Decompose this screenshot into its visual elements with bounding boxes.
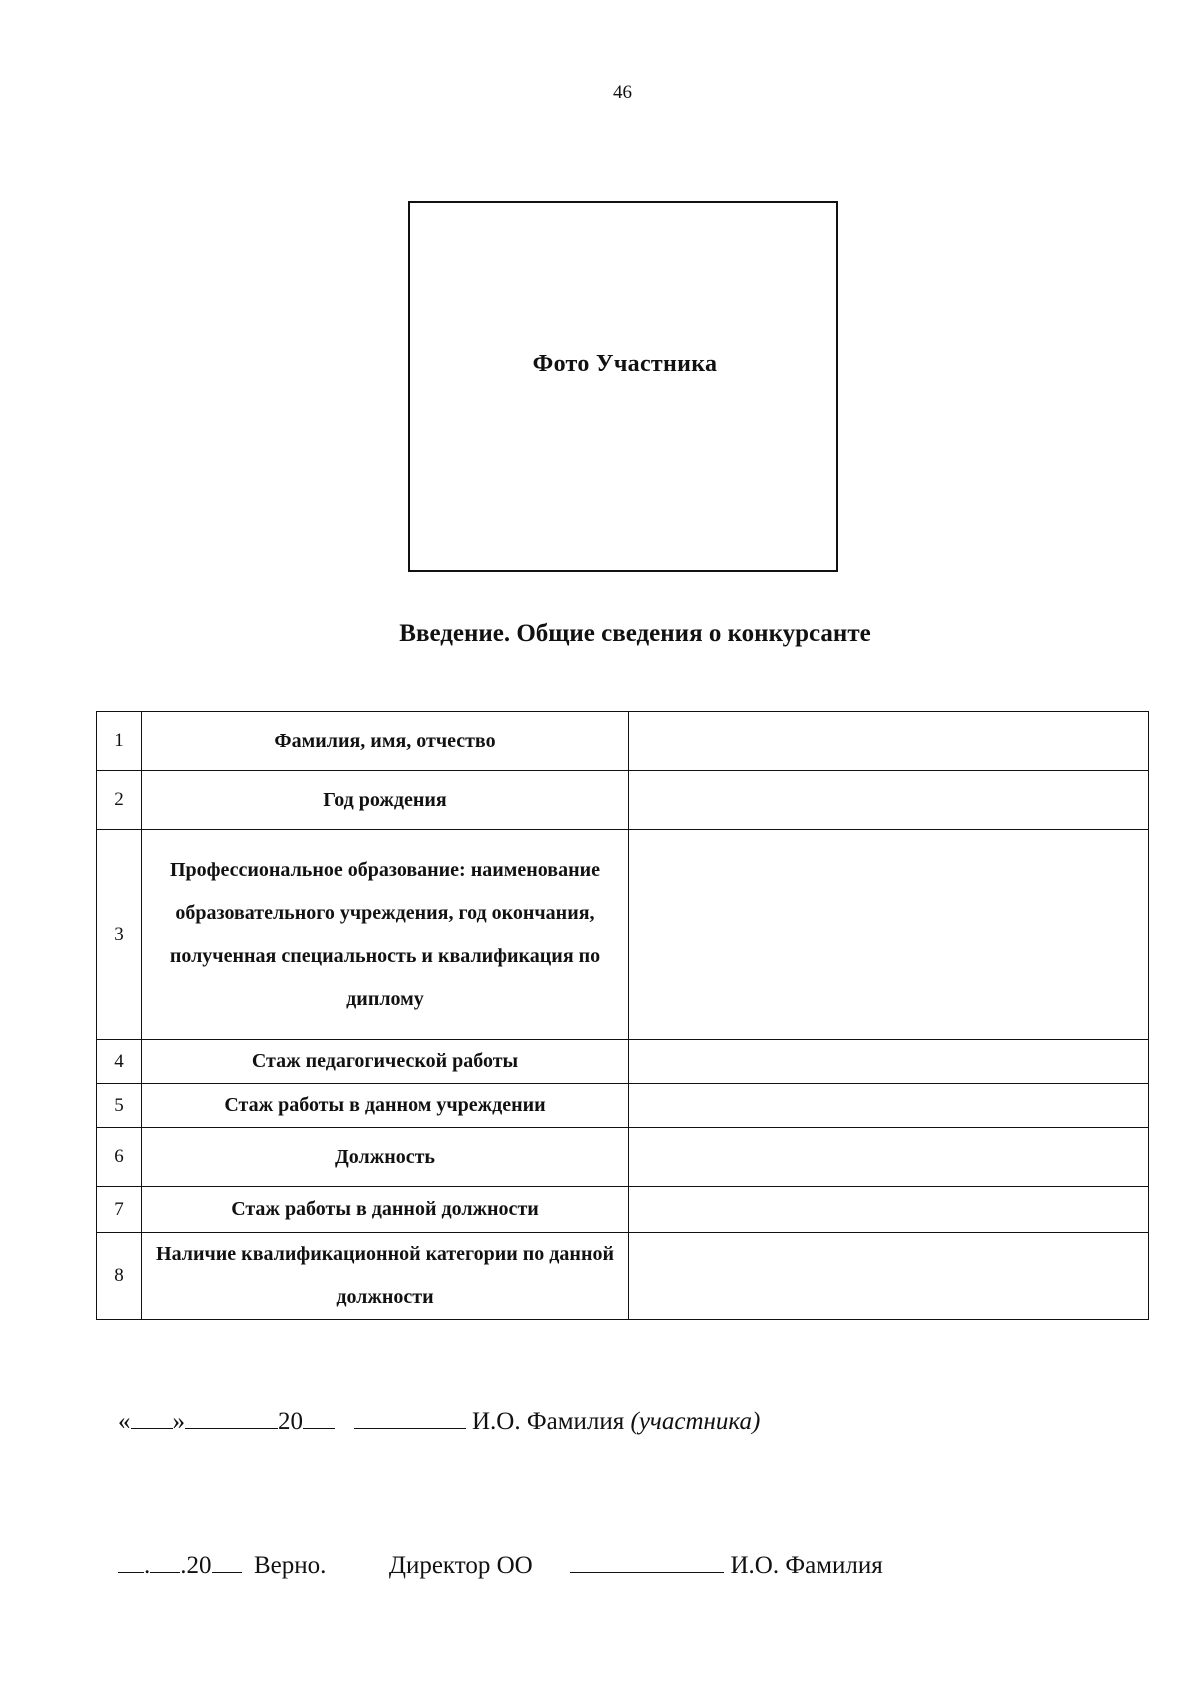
row-number: 7 [97,1187,142,1233]
table-row [97,1187,1149,1233]
table-row [97,830,1149,1040]
row-label: Стаж работы в данной должности [142,1187,629,1233]
year-prefix: .20 [180,1552,212,1579]
year-blank [303,1406,335,1429]
row-label: Год рождения [142,771,629,830]
row-number: 3 [97,830,142,1040]
close-quote: » [172,1408,185,1435]
page-number: 46 [613,82,632,103]
row-value [629,1187,1149,1233]
row-label: Стаж работы в данном учреждении [142,1084,629,1128]
table-row [97,1084,1149,1128]
row-value [629,771,1149,830]
participant-role: (участника) [630,1408,761,1435]
participant-name: И.О. Фамилия [472,1408,625,1435]
row-value [629,830,1149,1040]
director-name: И.О. Фамилия [730,1552,883,1579]
table-row [97,1233,1149,1320]
director-label: Директор ОО [388,1552,533,1579]
photo-placeholder-box [408,201,838,572]
month-blank [185,1406,278,1429]
participant-signature-line [118,1406,760,1436]
row-label: Стаж педагогической работы [142,1040,629,1084]
participant-info-table [96,711,1149,1320]
row-label: Фамилия, имя, отчество [142,712,629,771]
photo-label: Фото Участника [532,351,718,377]
row-value [629,1233,1149,1320]
day-blank [118,1550,144,1573]
row-label: Должность [142,1128,629,1187]
table-row [97,712,1149,771]
row-value [629,712,1149,771]
date-separator: . [144,1552,151,1579]
row-number: 6 [97,1128,142,1187]
day-blank [131,1406,173,1429]
year-blank [212,1550,242,1573]
row-number: 2 [97,771,142,830]
row-value [629,1084,1149,1128]
table-row [97,1128,1149,1187]
open-quote: « [118,1408,131,1435]
row-number: 4 [97,1040,142,1084]
row-number: 8 [97,1233,142,1320]
table-row [97,1040,1149,1084]
section-title: Введение. Общие сведения о конкурсанте [399,620,871,647]
row-number: 1 [97,712,142,771]
director-signature-line [118,1550,883,1580]
month-blank [150,1550,180,1573]
director-signature-blank [570,1550,724,1573]
row-value [629,1128,1149,1187]
row-number: 5 [97,1084,142,1128]
row-value [629,1040,1149,1084]
row-label: Наличие квалификационной категории по данной должности [142,1233,629,1320]
table-row [97,771,1149,830]
verified-label: Верно. [254,1552,327,1579]
year-prefix: 20 [278,1408,303,1435]
row-label: Профессиональное образование: наименование образовательного учреждения, год окончания, полученная специальность и квалификация по диплому [142,830,629,1040]
signature-blank [354,1406,466,1429]
